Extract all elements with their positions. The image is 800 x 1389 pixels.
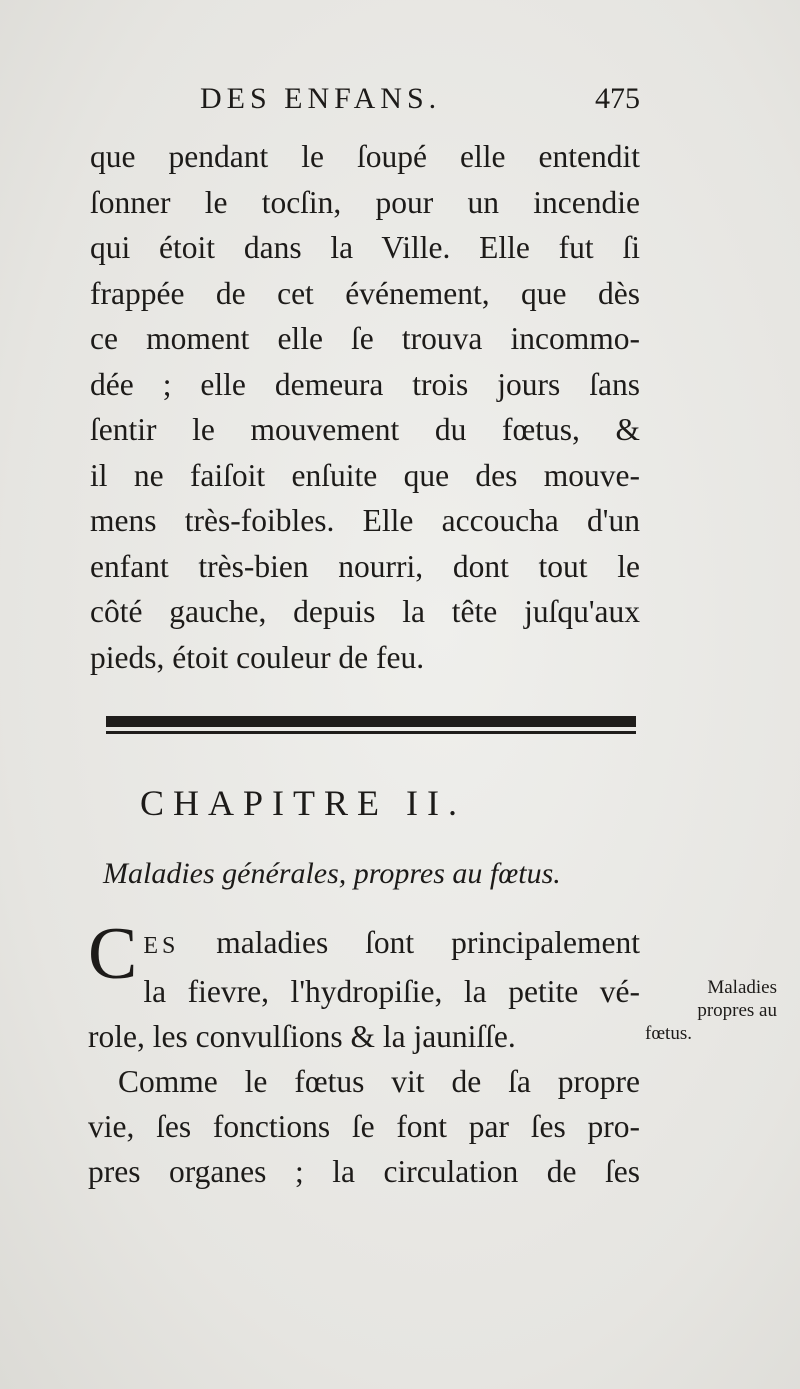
text-line: vie, ſes fonctions ſe font par ſes pro-: [88, 1109, 640, 1144]
first-word-small-caps: ES: [143, 933, 180, 959]
body-text: [90, 134, 640, 680]
page-number: 475: [595, 82, 640, 115]
chapter-divider-rule: [106, 716, 636, 740]
text-line: la fievre, l'hydropiſie, la petite vé-: [143, 974, 640, 1009]
line-rest: maladies ſont principalement: [216, 925, 641, 960]
text-line: mens très-foibles. Elle accoucha d'un: [90, 503, 640, 538]
text-line: il ne faiſoit enſuite que des mouve-: [90, 457, 640, 493]
margin-note-line: Maladies: [707, 977, 777, 998]
text-line: [88, 920, 640, 969]
margin-note-line: propres au: [697, 1000, 777, 1021]
text-line: enfant très-bien nourri, dont tout le: [90, 548, 640, 584]
text-line: que pendant le ſoupé elle entendit: [90, 139, 640, 174]
text-line: ſonner le tocſin, pour un incendie: [90, 184, 640, 220]
chapter-body: [88, 913, 641, 1194]
running-title: DES ENFANS.: [200, 82, 442, 115]
text-line: côté gauche, depuis la tête juſqu'aux: [90, 594, 640, 629]
divider-thick-line: [106, 716, 636, 727]
text-line: ce moment elle ſe trouva incommo-: [90, 321, 640, 356]
text-line: pres organes ; la circulation de ſes: [88, 1154, 640, 1189]
chapter-subtitle: Maladies générales, propres au fœtus.: [103, 857, 561, 890]
drop-cap: C: [88, 913, 138, 995]
divider-thin-line: [106, 731, 636, 734]
text-line: frappée de cet événement, que dès: [90, 275, 640, 311]
chapter-heading: CHAPITRE II.: [140, 783, 466, 823]
page-header: [200, 82, 640, 122]
text-line: qui étoit dans la Ville. Elle fut ſi: [90, 230, 640, 265]
text-line: role, les convulſions & la jauniſſe.: [88, 1019, 516, 1054]
text-line: pieds, étoit couleur de feu.: [90, 639, 425, 675]
margin-note: [645, 976, 777, 1045]
text-line: dée ; elle demeura trois jours ſans: [90, 366, 640, 402]
text-line: Comme le fœtus vit de ſa propre: [118, 1064, 640, 1099]
text-line: ſentir le mouvement du fœtus, &: [90, 412, 640, 447]
margin-note-line: fœtus.: [645, 1023, 692, 1044]
